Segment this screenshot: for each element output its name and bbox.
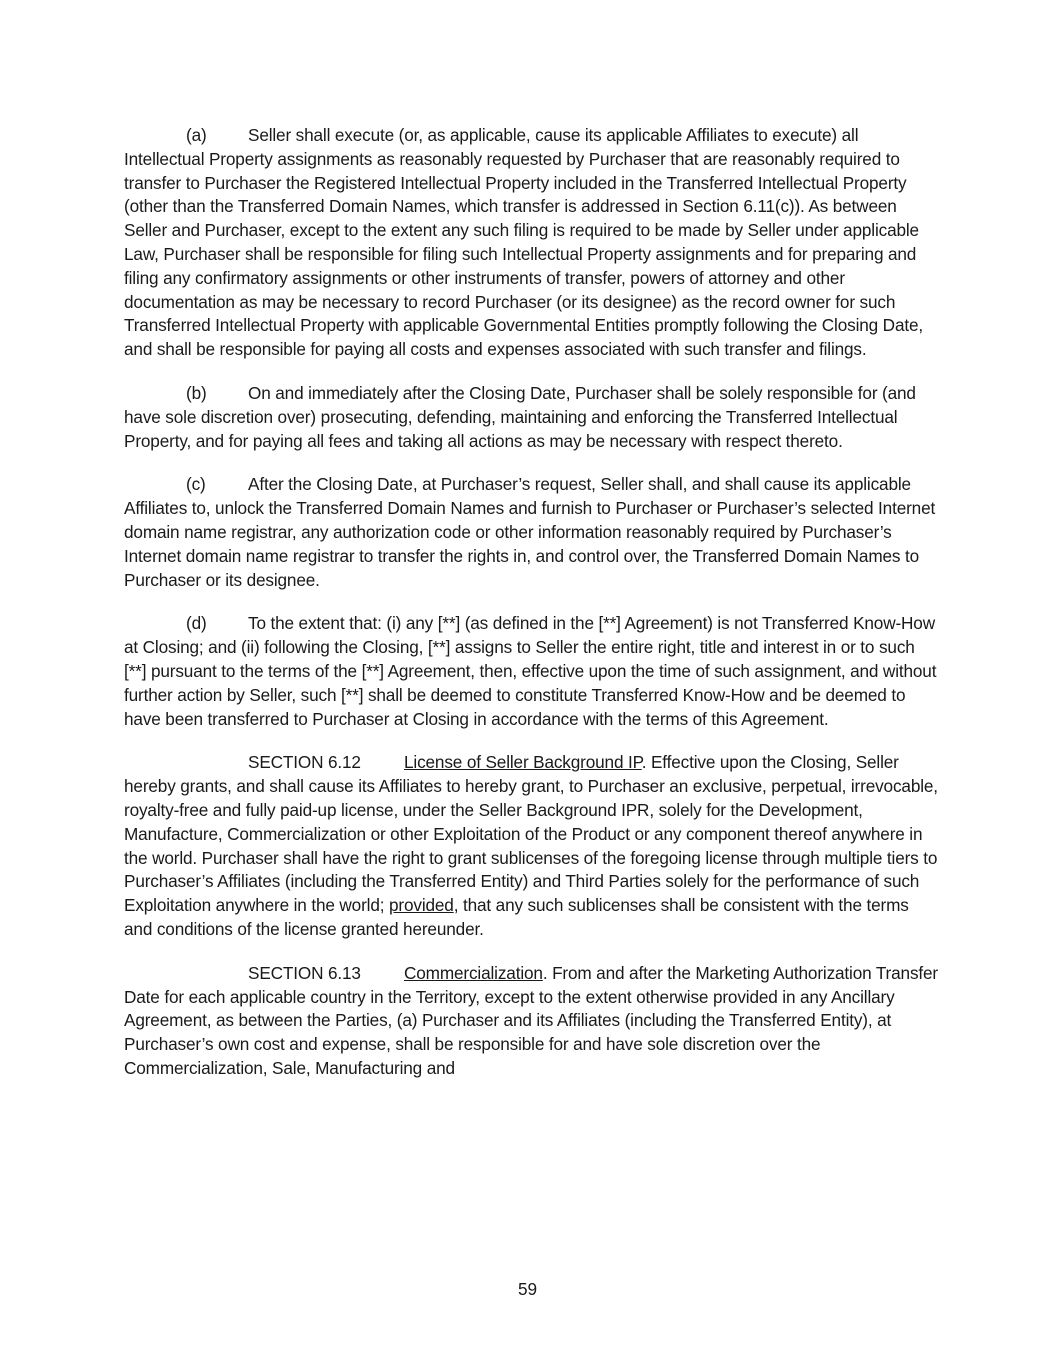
paragraph-label-a: (a) <box>186 125 207 145</box>
document-page <box>124 124 939 1101</box>
paragraph-a <box>124 124 939 362</box>
paragraph-text-c: After the Closing Date, at Purchaser’s request, Seller shall, and shall cause its applicable Affiliates to, unlock the Transferred Domain Names and furnish to Purchaser or Purchaser’s selected Internet domain name registrar, any authorization code or other information reasonably required by Purchaser’s Internet domain name registrar to transfer the rights in, and control over, the Transferred Domain Names to Purchaser or its designee. <box>124 474 936 590</box>
section-6-13-number: SECTION 6.13 <box>248 962 361 983</box>
paragraph-b <box>124 382 939 453</box>
section-6-12-text-end: , that any such sublicenses shall be consistent with the terms and conditions of the license granted hereunder. <box>124 895 909 939</box>
section-6-13-heading: Commercialization <box>404 962 543 983</box>
section-6-12-heading: License of Seller Background IP <box>404 752 642 773</box>
provided-term: provided <box>388 895 454 916</box>
section-6-12 <box>124 751 939 941</box>
section-6-13 <box>124 962 939 1081</box>
paragraph-text-b: On and immediately after the Closing Date, Purchaser shall be solely responsible for (and have sole discretion over) prosecuting, defending, maintaining and enforcing the Transferred Intellectual Property, and for paying all fees and taking all actions as may be necessary with respect thereto. <box>124 382 916 451</box>
paragraph-text-a: Seller shall execute (or, as applicable, cause its applicable Affiliates to execute) all Intellectual Property assignments as reasonably requested by Purchaser that are reasonably required to transfer to Purchaser the Registered Intellectual Property included in the Transferred Intellectual Property (other than the Transferred Domain Names, which transfer is addressed in Section 6.11(c)). As between Seller and Purchaser, except to the extent any such filing is required to be made by Seller under applicable Law, Purchaser shall be responsible for filing such Intellectual Property assignments and for preparing and filing any confirmatory assignments or other instruments of transfer, powers of attorney and other documentation as may be necessary to record Purchaser (or its designee) as the record owner for such Transferred Intellectual Property with applicable Governmental Entities promptly following the Closing Date, and shall be responsible for paying all costs and expenses associated with such transfer and filings. <box>124 125 924 360</box>
page-number: 59 <box>517 1279 538 1299</box>
paragraph-d <box>124 612 939 731</box>
paragraph-label-b: (b) <box>186 382 207 403</box>
paragraph-label-c: (c) <box>186 474 206 495</box>
paragraph-text-d: To the extent that: (i) any [**] (as defined in the [**] Agreement) is not Transferred Know-How at Closing; and (ii) following the Closing, [**] assigns to Seller the entire right, title and interest in or to such [**] pursuant to the terms of the [**] Agreement, then, effective upon the time of such assignment, and without further action by Seller, such [**] shall be deemed to constitute Transferred Know-How and be deemed to have been transferred to Purchaser at Closing in accordance with the terms of this Agreement. <box>124 613 937 729</box>
section-6-12-number: SECTION 6.12 <box>248 752 361 773</box>
paragraph-c <box>124 473 939 592</box>
section-6-13-text: . From and after the Marketing Authorization Transfer Date for each applicable country in the Territory, except to the extent otherwise provided in any Ancillary Agreement, as between the Parties, (a) Purchaser and its Affiliates (including the Transferred Entity), at Purchaser’s own cost and expense, shall be responsible for and have sole discretion over the Commercialization, Sale, Manufacturing and <box>124 962 939 1078</box>
paragraph-label-d: (d) <box>186 613 207 634</box>
section-6-12-text: . Effective upon the Closing, Seller hereby grants, and shall cause its Affiliates to hereby grant, to Purchaser an exclusive, perpetual, irrevocable, royalty-free and fully paid-up license, under the Seller Background IPR, solely for the Development, Manufacture, Commercialization or other Exploitation of the Product or any component thereof anywhere in the world. Purchaser shall have the right to grant sublicenses of the foregoing license through multiple tiers to Purchaser’s Affiliates (including the Transferred Entity) and Third Parties solely for the performance of such Exploitation anywhere in the world; <box>124 752 938 916</box>
